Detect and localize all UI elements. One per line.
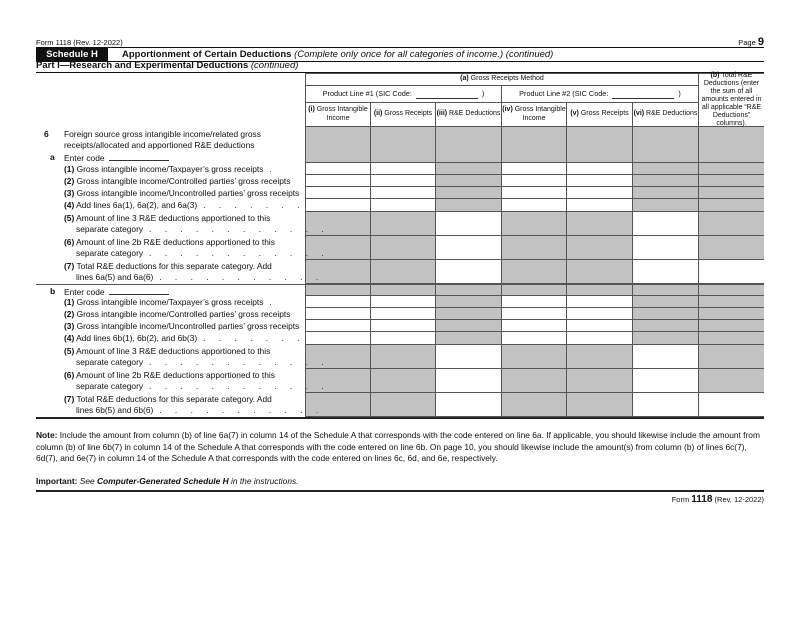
shaded-cell-6b-5-v: [567, 345, 633, 369]
entry-cell-6b-2-iv[interactable]: [502, 308, 567, 320]
line-item-text: Add lines 6b(1), 6b(2), and 6b(3): [76, 332, 198, 343]
important-post: in the instructions.: [231, 476, 299, 486]
entry-cell-6b-6-iii[interactable]: [436, 369, 502, 393]
line-item-text-continued: lines 6a(5) and 6a(6): [76, 272, 154, 282]
entry-cell-6a-6-iii[interactable]: [436, 236, 502, 260]
col-header-iv: [502, 103, 567, 127]
shaded-cell-6b-6-ii: [371, 369, 436, 393]
line-item-section_a-2: [64, 176, 296, 187]
line-item-text: Gross intangible income/Controlled parties’ gross receipts: [76, 308, 291, 319]
shaded-cell-6b-7-ii: [371, 393, 436, 417]
shaded-cell-6a-6-iv: [502, 236, 567, 260]
line-item-text-continued: separate category: [76, 357, 144, 367]
shaded-cell-6a-1-vi: [633, 163, 699, 175]
schedule-title-text: Apportionment of Certain Deductions: [122, 49, 292, 60]
line-item-number: (7): [64, 394, 75, 404]
shaded-cell-6a-4-iii: [436, 199, 502, 212]
shaded-cell-6b-5-ii: [371, 345, 436, 369]
code-a-input[interactable]: [109, 152, 169, 161]
shaded-cell-6a-6-v: [567, 236, 633, 260]
entry-cell-6b-2-i[interactable]: [305, 308, 371, 320]
shaded-cell-6a-6-ii: [371, 236, 436, 260]
footer-form-number: 1118: [691, 494, 713, 505]
entry-cell-6a-7-b[interactable]: [699, 260, 764, 284]
entry-cell-6a-5-iii[interactable]: [436, 212, 502, 236]
line-item-text: Add lines 6a(1), 6a(2), and 6a(3): [76, 199, 198, 210]
shaded-cell-6b-6-iv: [502, 369, 567, 393]
important-emph: Computer-Generated Schedule H: [96, 476, 229, 486]
code-b-input[interactable]: [109, 286, 169, 295]
line-item-number: (2): [64, 308, 75, 319]
close-paren: ): [678, 88, 681, 98]
shaded-cell-6b-6-b: [699, 369, 764, 393]
entry-cell-6a-1-iv[interactable]: [502, 163, 567, 175]
shaded-cell-6b-head-b: [699, 284, 764, 296]
entry-cell-6b-3-i[interactable]: [305, 320, 371, 332]
entry-cell-6b-7-iii[interactable]: [436, 393, 502, 417]
line-item-number: (6): [64, 370, 75, 380]
shaded-cell-6b-head-vi: [633, 284, 699, 296]
col-label: Gross Intangible Income: [316, 106, 368, 122]
shaded-cell-6a-head-iii: [436, 127, 502, 163]
line-item-section_a-1: [64, 164, 277, 175]
line-item-text: Gross intangible income/Taxpayer’s gross receipts: [76, 163, 264, 174]
entry-cell-6a-3-iv[interactable]: [502, 187, 567, 199]
shaded-cell-6b-1-b: [699, 296, 764, 308]
leader-dots: .: [269, 163, 278, 174]
col-prefix: (v): [570, 110, 579, 118]
entry-cell-6b-3-ii[interactable]: [371, 320, 436, 332]
shaded-cell-6b-5-b: [699, 345, 764, 369]
shaded-cell-6a-head-ii: [371, 127, 436, 163]
shaded-cell-6b-3-b: [699, 320, 764, 332]
form-id: Form 1118 (Rev. 12-2022): [36, 38, 123, 47]
entry-cell-6a-2-ii[interactable]: [371, 175, 436, 187]
shaded-cell-6a-head-vi: [633, 127, 699, 163]
line-6-text-2: receipts/allocated and apportioned R&E deductions: [64, 140, 255, 150]
shaded-cell-6a-7-v: [567, 260, 633, 284]
entry-cell-6a-1-v[interactable]: [567, 163, 633, 175]
shaded-cell-6b-7-iv: [502, 393, 567, 417]
shaded-cell-6a-7-ii: [371, 260, 436, 284]
line-item-section_a-3: [64, 188, 305, 199]
entry-cell-6b-3-v[interactable]: [567, 320, 633, 332]
line-item-section_b-3: [64, 321, 305, 332]
shaded-cell-6a-head-b: [699, 127, 764, 163]
line-item-section_a-5: [64, 213, 329, 235]
entry-cell-6b-4-iv[interactable]: [502, 332, 567, 345]
entry-cell-6a-3-i[interactable]: [305, 187, 371, 199]
section-a-letter: a: [50, 152, 55, 162]
entry-cell-6a-3-ii[interactable]: [371, 187, 436, 199]
method-header: [305, 73, 699, 86]
entry-cell-6a-2-i[interactable]: [305, 175, 371, 187]
col-label: Gross Intangible Income: [514, 106, 566, 122]
part-title-text: Part I—Research and Experimental Deductions: [36, 60, 249, 71]
line-item-number: (7): [64, 261, 75, 271]
line-item-text: Gross intangible income/Taxpayer’s gross receipts: [76, 296, 264, 307]
line-item-number: (3): [64, 187, 75, 198]
entry-cell-6b-4-v[interactable]: [567, 332, 633, 345]
section-a-enter-code: [64, 152, 169, 164]
line-item-text: Amount of line 2b R&E deductions apportioned to this: [76, 237, 275, 247]
entry-cell-6b-3-iv[interactable]: [502, 320, 567, 332]
col-header-ii: [371, 103, 436, 127]
leader-dots: . . . . . . .: [203, 332, 305, 343]
entry-cell-6a-6-vi[interactable]: [633, 236, 699, 260]
section-b-letter: b: [50, 286, 56, 296]
line-item-section_b-2: [64, 309, 296, 320]
shaded-cell-6b-4-b: [699, 332, 764, 345]
line-item-text: Total R&E deductions for this separate category. Add: [76, 261, 272, 271]
entry-cell-6b-7-b[interactable]: [699, 393, 764, 417]
line-item-text: Amount of line 3 R&E deductions apportioned to this: [76, 213, 271, 223]
product-line-1-header: [305, 86, 502, 103]
line-item-number: (4): [64, 199, 75, 210]
col-prefix: (vi): [633, 110, 645, 118]
entry-cell-6a-1-ii[interactable]: [371, 163, 436, 175]
schedule-tag: Schedule H: [36, 48, 108, 61]
entry-cell-6a-4-ii[interactable]: [371, 199, 436, 212]
shaded-cell-6a-5-v: [567, 212, 633, 236]
section-divider: [36, 284, 764, 285]
col-header-vi: [633, 103, 699, 127]
sic-code-2-input[interactable]: [612, 90, 674, 99]
entry-cell-6b-6-vi[interactable]: [633, 369, 699, 393]
shaded-cell-6b-4-iii: [436, 332, 502, 345]
part-suffix: (continued): [250, 60, 299, 71]
line-6-number: 6: [44, 129, 49, 139]
important-line: [36, 476, 299, 486]
line-6-text-1: Foreign source gross intangible income/related gross: [64, 129, 261, 139]
method-label: Gross Receipts Method: [470, 75, 544, 83]
important-label: Important:: [36, 476, 78, 486]
table-bottom-rule: [36, 417, 764, 419]
total-label: Total R&E Deductions: [703, 71, 753, 87]
col-prefix: (iv): [502, 106, 513, 114]
line-item-section_b-5: [64, 346, 329, 368]
line-item-section_b-4: [64, 333, 305, 344]
col-label: Gross Receipts: [384, 110, 433, 118]
leader-dots: . . . . . . .: [203, 199, 305, 210]
line-item-text-continued: separate category: [76, 381, 144, 391]
entry-cell-6a-3-v[interactable]: [567, 187, 633, 199]
leader-dots: . . . . . . . . . . . .: [149, 357, 330, 367]
line-item-number: (5): [64, 346, 75, 356]
sic-code-1-input[interactable]: [416, 90, 478, 99]
shaded-cell-6b-2-vi: [633, 308, 699, 320]
line-item-number: (4): [64, 332, 75, 343]
leader-dots: . . . . . . . . . . . .: [149, 224, 330, 234]
line-item-number: (3): [64, 320, 75, 331]
total-note: (enter the sum of all amounts entered in all applicable “R&E Deductions” columns).: [701, 79, 762, 128]
note-paragraph: [36, 430, 764, 465]
product-line-2-label: Product Line #2 (SIC Code:: [519, 88, 609, 98]
important-pre: See: [79, 476, 95, 486]
shaded-cell-6b-head-ii: [371, 284, 436, 296]
line-item-section_b-6: [64, 370, 329, 392]
line-item-text: Total R&E deductions for this separate category. Add: [76, 394, 272, 404]
col-header-v: [567, 103, 633, 127]
shaded-cell-6a-head-iv: [502, 127, 567, 163]
line-item-section_b-7: [64, 394, 324, 416]
shaded-cell-6a-3-iii: [436, 187, 502, 199]
shaded-cell-6b-head-iii: [436, 284, 502, 296]
entry-cell-6b-4-i[interactable]: [305, 332, 371, 345]
shaded-cell-6a-2-b: [699, 175, 764, 187]
shaded-cell-6a-2-iii: [436, 175, 502, 187]
entry-cell-6a-1-i[interactable]: [305, 163, 371, 175]
shaded-cell-6b-head-i: [305, 284, 371, 296]
line-item-number: (6): [64, 237, 75, 247]
line-item-section_b-1: [64, 297, 277, 308]
line-item-section_a-4: [64, 200, 305, 211]
shaded-cell-6b-head-v: [567, 284, 633, 296]
footer-rule: [36, 490, 764, 492]
line-item-text: Gross intangible income/Controlled parties’ gross receipts: [76, 175, 291, 186]
close-paren: ): [481, 88, 485, 98]
entry-cell-6b-2-v[interactable]: [567, 308, 633, 320]
col-prefix: (i): [308, 106, 315, 114]
note-label: Note:: [36, 430, 58, 440]
footer-form-id: [672, 494, 764, 505]
line-item-text: Amount of line 3 R&E deductions apportioned to this: [76, 346, 271, 356]
line-item-text-continued: separate category: [76, 248, 144, 258]
col-header-i: [305, 103, 371, 127]
shaded-cell-6a-head-i: [305, 127, 371, 163]
entry-cell-6a-7-vi[interactable]: [633, 260, 699, 284]
line-item-text-continued: lines 6b(5) and 6b(6): [76, 405, 154, 415]
line-item-number: (1): [64, 163, 75, 174]
shaded-cell-6a-7-iv: [502, 260, 567, 284]
part-title: [36, 60, 764, 73]
schedule-subtitle: (Complete only once for all categories of income.) (continued): [294, 49, 554, 60]
shaded-cell-6b-4-vi: [633, 332, 699, 345]
entry-cell-6a-4-v[interactable]: [567, 199, 633, 212]
entry-cell-6b-7-vi[interactable]: [633, 393, 699, 417]
note-text: Include the amount from column (b) of line 6a(7) in column 14 of the Schedule A that corresponds with the code entered on line 6a. If applicable, you should likewise include the amount from column (b) of line 6b(7) in column 14 of the Schedule A that corresponds with the code entered on line 6b. On page 10, you should likewise include the amount(s) from column (b) of lines 6c(7), 6d(7), and 6e(7) in column 14 of the Schedule A that corresponds with the code entered on lines 6c, 6d, and 6e, respectively.: [36, 430, 760, 463]
line-item-section_a-7: [64, 261, 324, 283]
total-column-header: [699, 73, 764, 127]
col-label: R&E Deductions: [646, 110, 698, 118]
col-label: Gross Receipts: [580, 110, 629, 118]
shaded-cell-6b-3-iii: [436, 320, 502, 332]
total-prefix: (b): [710, 71, 720, 79]
leader-dots: . . . . . . . . . . . .: [149, 381, 330, 391]
shaded-cell-6b-5-iv: [502, 345, 567, 369]
shaded-cell-6a-5-ii: [371, 212, 436, 236]
line-item-number: (5): [64, 213, 75, 223]
shaded-cell-6b-2-b: [699, 308, 764, 320]
entry-cell-6b-4-ii[interactable]: [371, 332, 436, 345]
entry-cell-6b-1-iv[interactable]: [502, 296, 567, 308]
shaded-cell-6b-1-iii: [436, 296, 502, 308]
shaded-cell-6a-1-iii: [436, 163, 502, 175]
leader-dots: . . . . . . . . . . .: [159, 272, 324, 282]
enter-code-label: Enter code: [64, 287, 105, 297]
line-item-text-continued: separate category: [76, 224, 144, 234]
col-prefix: (ii): [373, 110, 383, 118]
entry-cell-6a-2-v[interactable]: [567, 175, 633, 187]
entry-cell-6b-1-i[interactable]: [305, 296, 371, 308]
shaded-cell-6a-3-vi: [633, 187, 699, 199]
entry-cell-6b-5-vi[interactable]: [633, 345, 699, 369]
col-header-iii: [436, 103, 502, 127]
entry-cell-6b-1-ii[interactable]: [371, 296, 436, 308]
shaded-cell-6a-3-b: [699, 187, 764, 199]
shaded-cell-6b-6-v: [567, 369, 633, 393]
shaded-cell-6a-1-b: [699, 163, 764, 175]
leader-dots: . . . . . . . . . . . .: [149, 248, 330, 258]
entry-cell-6a-2-iv[interactable]: [502, 175, 567, 187]
line-item-text: Gross intangible income/Uncontrolled parties’ gross receipts: [76, 320, 300, 331]
footer-form-word: Form: [671, 495, 690, 504]
leader-dots: . . . . . . . . . . .: [159, 405, 324, 415]
line-item-section_a-6: [64, 237, 329, 259]
entry-cell-6b-5-iii[interactable]: [436, 345, 502, 369]
shaded-cell-6b-3-vi: [633, 320, 699, 332]
entry-cell-6a-7-iii[interactable]: [436, 260, 502, 284]
shaded-cell-6b-2-iii: [436, 308, 502, 320]
entry-cell-6a-4-i[interactable]: [305, 199, 371, 212]
shaded-cell-6b-7-v: [567, 393, 633, 417]
entry-cell-6b-2-ii[interactable]: [371, 308, 436, 320]
col-label: R&E Deductions: [449, 110, 501, 118]
entry-cell-6b-1-v[interactable]: [567, 296, 633, 308]
method-prefix: (a): [460, 75, 469, 83]
shaded-cell-6b-head-iv: [502, 284, 567, 296]
col-prefix: (iii): [436, 110, 448, 118]
shaded-cell-6b-1-vi: [633, 296, 699, 308]
shaded-cell-6a-2-vi: [633, 175, 699, 187]
shaded-cell-6a-4-b: [699, 199, 764, 212]
footer-rev: (Rev. 12-2022): [714, 495, 764, 504]
entry-cell-6a-5-vi[interactable]: [633, 212, 699, 236]
page-label: Page: [738, 38, 756, 47]
product-line-1-label: Product Line #1 (SIC Code:: [322, 88, 412, 98]
line-item-text: Amount of line 2b R&E deductions apportioned to this: [76, 370, 275, 380]
entry-cell-6a-4-iv[interactable]: [502, 199, 567, 212]
leader-dots: .: [269, 296, 278, 307]
shaded-cell-6a-4-vi: [633, 199, 699, 212]
page-number-value: 9: [757, 36, 764, 48]
product-line-2-header: [502, 86, 699, 103]
enter-code-label: Enter code: [64, 153, 105, 163]
shaded-cell-6a-6-b: [699, 236, 764, 260]
line-item-number: (2): [64, 175, 75, 186]
line-item-text: Gross intangible income/Uncontrolled parties’ gross receipts: [76, 187, 300, 198]
shaded-cell-6a-5-iv: [502, 212, 567, 236]
line-item-number: (1): [64, 296, 75, 307]
shaded-cell-6a-head-v: [567, 127, 633, 163]
shaded-cell-6a-5-b: [699, 212, 764, 236]
